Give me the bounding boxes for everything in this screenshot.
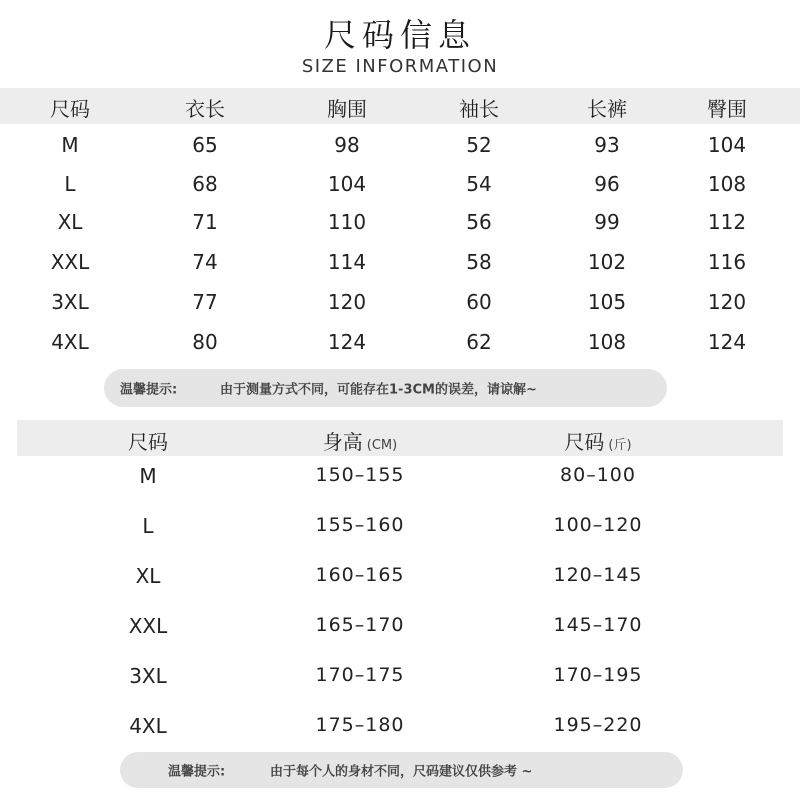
table1-cell: XXL <box>50 250 90 274</box>
table1-cell: 116 <box>707 250 747 274</box>
table2-header-label: 尺码 <box>564 430 605 454</box>
table1-cell: 74 <box>192 250 218 274</box>
tip-banner-measurement <box>104 369 667 407</box>
table2-cell: 120–145 <box>553 564 643 586</box>
table1-cell: 58 <box>466 250 492 274</box>
table1-cell: 68 <box>192 172 218 196</box>
table1-cell: 99 <box>594 210 620 234</box>
page-subtitle: SIZE INFORMATION <box>301 56 499 77</box>
table1-header-band <box>0 88 800 124</box>
table1-cell: 52 <box>466 133 492 157</box>
table1-cell: 96 <box>594 172 620 196</box>
table1-header-cell: 袖长 <box>459 97 499 121</box>
table1-cell: 54 <box>466 172 492 196</box>
table1-cell: 110 <box>327 210 367 234</box>
table2-cell: 160–165 <box>315 564 405 586</box>
table2-header-cell <box>564 426 631 455</box>
table1-cell: 71 <box>192 210 218 234</box>
table1-cell: 62 <box>466 330 492 354</box>
table1-cell: 108 <box>587 330 627 354</box>
table1-cell: 65 <box>192 133 218 157</box>
table2-cell: 165–170 <box>315 614 405 636</box>
table1-header-cell: 胸围 <box>327 97 367 121</box>
table1-cell: 120 <box>327 290 367 314</box>
table1-cell: 112 <box>707 210 747 234</box>
table2-cell: 100–120 <box>553 514 643 536</box>
table2-cell: 145–170 <box>553 614 643 636</box>
tip-banner-fit <box>120 752 683 788</box>
tip-label: 温馨提示: <box>120 382 178 398</box>
table2-cell: 175–180 <box>315 714 405 736</box>
table1-cell: 124 <box>707 330 747 354</box>
table2-cell: 3XL <box>129 664 167 688</box>
table1-cell: 4XL <box>51 330 89 354</box>
table2-cell: 170–195 <box>553 664 643 686</box>
table1-cell: 56 <box>466 210 492 234</box>
table2-cell: 4XL <box>129 714 167 738</box>
table1-header-cell: 长裤 <box>587 97 627 121</box>
page-title: 尺码信息 <box>323 16 476 54</box>
table1-cell: 104 <box>327 172 367 196</box>
table2-cell: XXL <box>128 614 168 638</box>
table2-header-cell <box>323 426 397 455</box>
table1-cell: 124 <box>327 330 367 354</box>
table1-header-cell: 臀围 <box>707 97 747 121</box>
table2-cell: 195–220 <box>553 714 643 736</box>
table2-header-cell <box>128 426 168 455</box>
table2-cell: 80–100 <box>560 464 636 486</box>
table1-cell: M <box>61 133 79 157</box>
tip-text: 由于每个人的身材不同，尺码建议仅供参考 ~ <box>270 764 533 780</box>
table2-cell: XL <box>135 564 161 588</box>
table1-cell: 60 <box>466 290 492 314</box>
table2-cell: M <box>139 464 157 488</box>
table2-cell: 170–175 <box>315 664 405 686</box>
table1-cell: L <box>64 172 76 196</box>
table2-header-label: 身高 <box>322 430 363 454</box>
table1-cell: 108 <box>707 172 747 196</box>
table1-cell: 77 <box>192 290 218 314</box>
table2-cell: 155–160 <box>315 514 405 536</box>
table2-header-label: 尺码 <box>128 430 168 454</box>
table1-cell: 93 <box>594 133 620 157</box>
table2-cell: L <box>142 514 154 538</box>
table1-cell: 102 <box>587 250 627 274</box>
table1-cell: 105 <box>587 290 627 314</box>
table2-header-unit: (斤) <box>608 438 632 453</box>
table2-header-unit: (CM) <box>366 438 398 453</box>
table1-cell: 80 <box>192 330 218 354</box>
table1-header-cell: 尺码 <box>50 97 90 121</box>
table2-cell: 150–155 <box>315 464 405 486</box>
tip-text: 由于测量方式不同，可能存在1-3CM的误差，请谅解~ <box>220 382 537 398</box>
table1-cell: 104 <box>707 133 747 157</box>
table1-cell: 120 <box>707 290 747 314</box>
table1-header-cell: 衣长 <box>185 97 225 121</box>
table1-cell: XL <box>57 210 83 234</box>
tip-label: 温馨提示: <box>168 764 226 780</box>
table1-cell: 3XL <box>51 290 89 314</box>
table1-cell: 114 <box>327 250 367 274</box>
table1-cell: 98 <box>334 133 360 157</box>
